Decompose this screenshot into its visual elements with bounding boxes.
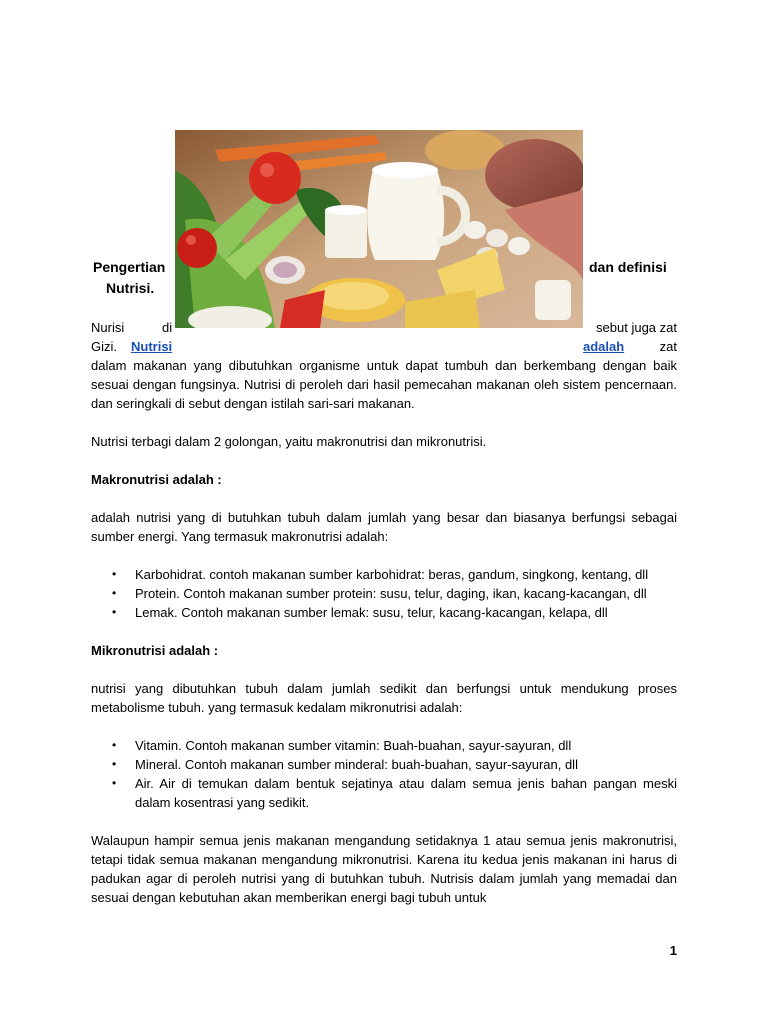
bullet-icon: •: [112, 586, 117, 600]
bullet-icon: •: [112, 738, 117, 752]
mikro-heading: Mikronutrisi adalah :: [91, 643, 219, 658]
bullet-icon: •: [112, 757, 117, 771]
intro-text-right-1: sebut juga zat: [596, 320, 677, 335]
list-item-text: Air. Air di temukan dalam bentuk sejatinya atau dalam semua jenis bahan pangan meski dalam kosentrasi yang sedikit.: [135, 776, 677, 810]
intro-row-1: [91, 318, 677, 337]
heading-word-nutrisi: Nutrisi.: [106, 280, 155, 296]
heading-word-pengertian: Pengertian: [93, 259, 166, 275]
list-item: [91, 584, 677, 603]
heading-left: [93, 257, 175, 299]
golongan-paragraph: Nutrisi terbagi dalam 2 golongan, yaitu makronutrisi dan mikronutrisi.: [91, 434, 487, 449]
food-photo-icon: [175, 130, 583, 328]
list-item-text: Mineral. Contoh makanan sumber minderal: buah-buahan, sayur-sayuran, dll: [135, 757, 578, 772]
makro-heading: Makronutrisi adalah :: [91, 472, 222, 487]
list-item: [91, 565, 677, 584]
makro-list: [91, 565, 677, 622]
list-item-text: Karbohidrat. contoh makanan sumber karbohidrat: beras, gandum, singkong, kentang, dll: [135, 567, 649, 582]
intro-paragraph: dalam makanan yang dibutuhkan organisme untuk dapat tumbuh dan berkembang dengan baik sesuai dengan fungsinya. Nutrisi di peroleh dari hasil pemecahan makanan oleh sistem pencernaan. dan seringkali di sebut dengan istilah sari-sari makanan.: [91, 358, 677, 411]
bullet-icon: •: [112, 776, 117, 790]
page-number: 1: [669, 943, 677, 958]
list-item-text: Lemak. Contoh makanan sumber lemak: susu, telur, kacang-kacangan, kelapa, dll: [135, 605, 608, 620]
intro-word-nurisi: Nurisi: [91, 320, 125, 335]
bullet-icon: •: [112, 605, 117, 619]
list-item-text: Protein. Contoh makanan sumber protein: susu, telur, daging, ikan, kacang-kacangan, dll: [135, 586, 647, 601]
heading-right: dan definisi: [589, 259, 667, 275]
list-item: [91, 755, 677, 774]
food-photo: [175, 130, 583, 328]
list-item: [91, 603, 677, 622]
mikro-description: nutrisi yang dibutuhkan tubuh dalam jumlah sedikit dan berfungsi untuk mendukung proses metabolisme tubuh. yang termasuk kedalam mikronutrisi adalah:: [91, 681, 677, 715]
list-item: [91, 736, 677, 755]
list-item-text: Vitamin. Contoh makanan sumber vitamin: Buah-buahan, sayur-sayuran, dll: [135, 738, 572, 753]
mikro-list: [91, 736, 677, 812]
bullet-icon: •: [112, 567, 117, 581]
link-adalah[interactable]: adalah: [583, 339, 625, 354]
makro-description: adalah nutrisi yang di butuhkan tubuh dalam jumlah yang besar dan biasanya berfungsi sebagai sumber energi. Yang termasuk makronutrisi adalah:: [91, 510, 677, 544]
intro-word-zat: zat: [659, 339, 677, 354]
intro-row-2: [91, 337, 677, 356]
intro-word-di: di: [162, 320, 173, 335]
link-nutrisi[interactable]: Nutrisi: [131, 339, 173, 354]
closing-paragraph: Walaupun hampir semua jenis makanan mengandung setidaknya 1 atau semua jenis makronutrisi, tetapi tidak semua makanan mengandung mikronutrisi. Karena itu kedua jenis makanan ini harus di padukan agar di peroleh nutrisi yang di butuhkan tubuh. Nutrisis dalam jumlah yang memadai dan sesuai dengan kebutuhan akan memberikan energi bagi tubuh untuk: [91, 833, 677, 905]
intro-word-gizi: Gizi.: [91, 339, 117, 354]
document-body: [91, 356, 677, 926]
list-item: [91, 774, 677, 812]
